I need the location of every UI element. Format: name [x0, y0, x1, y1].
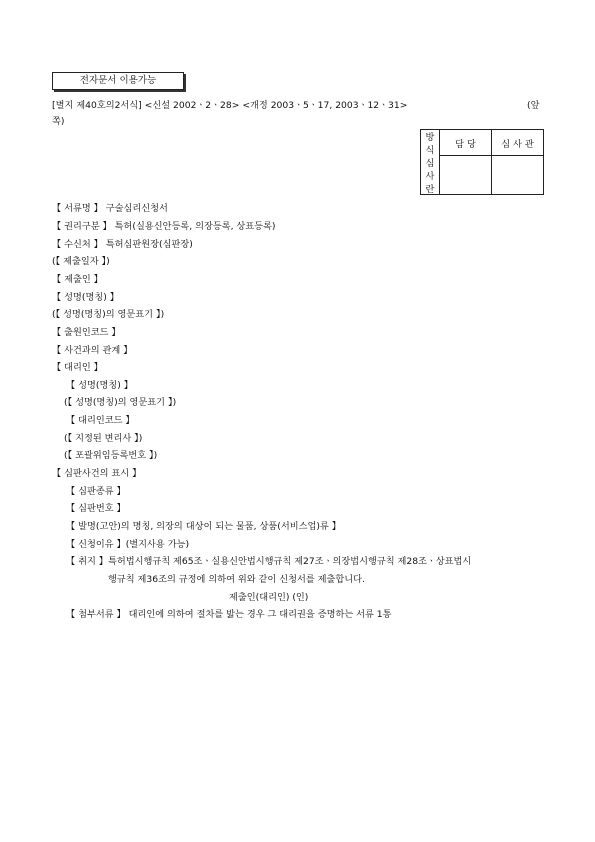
form-reference: [별지 제40호의2서식] <신설 2002ㆍ2ㆍ28> <개정 2003ㆍ5ㆍ17, 2003ㆍ12ㆍ31> — [52, 100, 408, 111]
review-table — [420, 129, 544, 195]
page-side-label: (앞 — [527, 100, 540, 111]
field-general-power-no: (【 포괄위임등록번호 】) — [64, 450, 158, 461]
field-attachments: 【 첨부서류 】 대리인에 의하여 절차를 밟는 경우 그 대리권을 증명하는 서류 1통 — [66, 609, 392, 620]
field-name-en: (【 성명(명칭)의 영문표기 】) — [52, 309, 165, 320]
field-agent-code: 【 대리인코드 】 — [66, 415, 135, 426]
field-purpose-line1: 【 취지 】특허법시행규칙 제65조ㆍ실용신안법시행규칙 제27조ㆍ의장법시행규칙 제28조ㆍ상표법시 — [66, 556, 472, 567]
field-recipient: 【 수신처 】 특허심판원장(심판장) — [52, 239, 193, 250]
field-purpose-line2: 행규칙 제36조의 규정에 의하여 위와 같이 신청서를 제출합니다. — [108, 574, 365, 585]
review-col-officer: 담 당 — [440, 130, 492, 156]
field-agent-name-en: (【 성명(명칭)의 영문표기 】) — [64, 397, 177, 408]
review-examiner-cell — [492, 156, 544, 195]
review-vertical-label — [421, 130, 440, 195]
field-case-display: 【 심판사건의 표시 】 — [52, 468, 142, 479]
field-agent: 【 대리인 】 — [52, 362, 103, 373]
vert-char: 식 — [425, 145, 435, 156]
vert-char: 심 — [425, 158, 435, 169]
vert-char: 란 — [425, 184, 435, 194]
review-officer-cell — [440, 156, 492, 195]
field-name: 【 성명(명칭) 】 — [52, 292, 119, 303]
field-request-reason: 【 신청이유 】(별지사용 가능) — [66, 539, 190, 550]
signature-line: 제출인(대리인) (인) — [229, 592, 309, 603]
electronic-document-badge: 전자문서 이용가능 — [52, 72, 184, 90]
vert-char: 방 — [425, 132, 435, 143]
review-col-examiner: 심 사 관 — [492, 130, 544, 156]
field-trial-type: 【 심판종류 】 — [66, 486, 126, 497]
field-invention-name: 【 발명(고안)의 명칭, 의장의 대상이 되는 물품, 상품(서비스업)류 】 — [66, 521, 341, 532]
page-side-label-cont: 쪽) — [52, 116, 65, 127]
field-trial-no: 【 심판번호 】 — [66, 503, 126, 514]
field-submit-date: (【 제출일자 】) — [52, 256, 110, 267]
field-relation: 【 사건과의 관계 】 — [52, 345, 133, 356]
field-applicant-code: 【 출원인코드 】 — [52, 327, 121, 338]
field-doc-name: 【 서류명 】 구술심리신청서 — [52, 203, 168, 214]
field-submitter: 【 제출인 】 — [52, 274, 103, 285]
field-designated-attorney: (【 지정된 변리사 】) — [64, 433, 143, 444]
vert-char: 사 — [425, 171, 435, 182]
field-right-type: 【 권리구분 】 특허(실용신안등록, 의장등록, 상표등록) — [52, 221, 276, 232]
field-agent-name: 【 성명(명칭) 】 — [66, 380, 133, 391]
